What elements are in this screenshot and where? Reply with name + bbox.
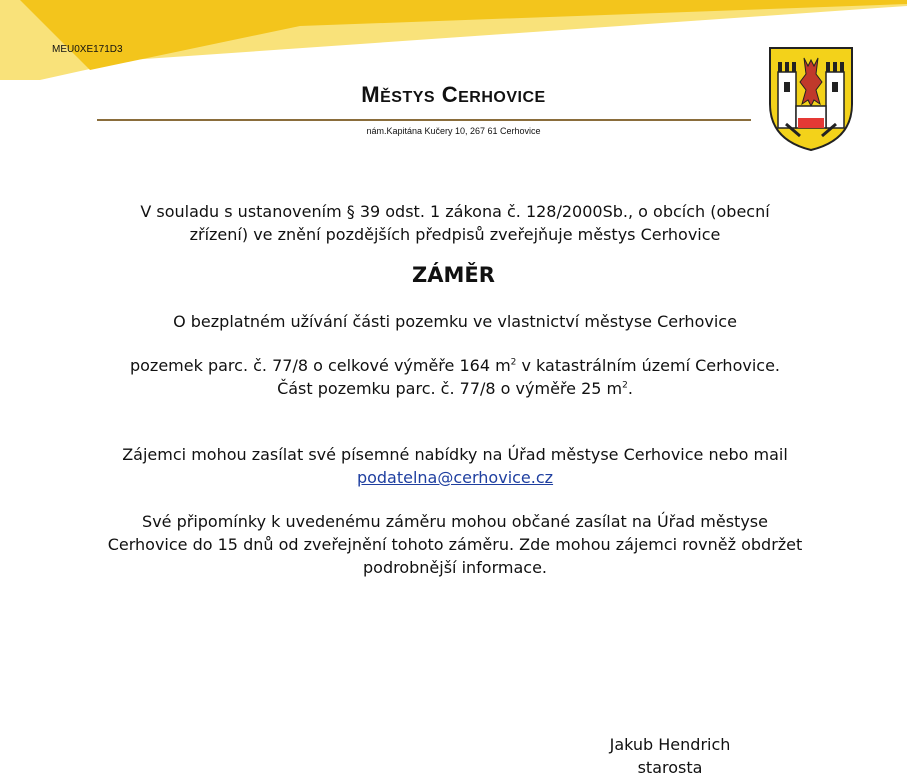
parcel-paragraph bbox=[40, 354, 870, 400]
parcel-line-1-end: v katastrálním území Cerhovice. bbox=[516, 356, 780, 375]
title-initial-1: M bbox=[361, 82, 381, 107]
coat-of-arms-icon bbox=[766, 44, 856, 152]
signature-name: Jakub Hendrich bbox=[609, 735, 731, 754]
subject-line: O bezplatném užívání části pozemku ve vlastnictví městyse Cerhovice bbox=[173, 312, 737, 331]
notes-line-3: podrobnější informace. bbox=[363, 558, 547, 577]
document-id: MEU0XE171D3 bbox=[52, 44, 123, 55]
notes-paragraph bbox=[40, 510, 870, 579]
parcel-line-1 bbox=[40, 354, 870, 377]
notes-line-2: Cerhovice do 15 dnů od zveřejnění tohoto záměru. Zde mohou zájemci rovněž obdržet bbox=[107, 535, 803, 554]
intro-paragraph bbox=[40, 200, 870, 246]
title-rest-1: ĚSTYS bbox=[380, 89, 436, 106]
intro-line-1: V souladu s ustanovením § 39 odst. 1 zákona č. 128/2000Sb., o obcích (obecní bbox=[140, 202, 770, 221]
signature-role: starosta bbox=[637, 758, 703, 777]
offer-paragraph bbox=[40, 443, 870, 489]
header-rule bbox=[97, 119, 751, 121]
address: nám.Kapitána Kučery 10, 267 61 Cerhovice bbox=[366, 126, 541, 136]
parcel-line-2-sup: 2 bbox=[622, 380, 628, 391]
offer-text: Zájemci mohou zasílat své písemné nabídky na Úřad městyse Cerhovice nebo mail bbox=[122, 445, 788, 464]
intro-line-2: zřízení) ve znění pozdějších předpisů zveřejňuje městys Cerhovice bbox=[189, 225, 721, 244]
notes-line-1: Své připomínky k uvedenému záměru mohou občané zasílat na Úřad městyse bbox=[142, 512, 768, 531]
title-initial-2: C bbox=[441, 82, 459, 107]
title-rest-2: ERHOVICE bbox=[458, 89, 546, 106]
parcel-line-1-sup: 2 bbox=[510, 357, 517, 368]
email-link[interactable]: podatelna@cerhovice.cz bbox=[356, 468, 554, 487]
signature-block bbox=[560, 733, 780, 779]
parcel-line-1-text: pozemek parc. č. 77/8 o celkové výměře 164 m bbox=[129, 356, 511, 375]
parcel-line-2 bbox=[40, 377, 870, 400]
notice-heading: ZÁMĚR bbox=[412, 263, 495, 287]
parcel-line-2-end: . bbox=[627, 379, 633, 398]
parcel-line-2-text: Část pozemku parc. č. 77/8 o výměře 25 m bbox=[277, 379, 623, 398]
